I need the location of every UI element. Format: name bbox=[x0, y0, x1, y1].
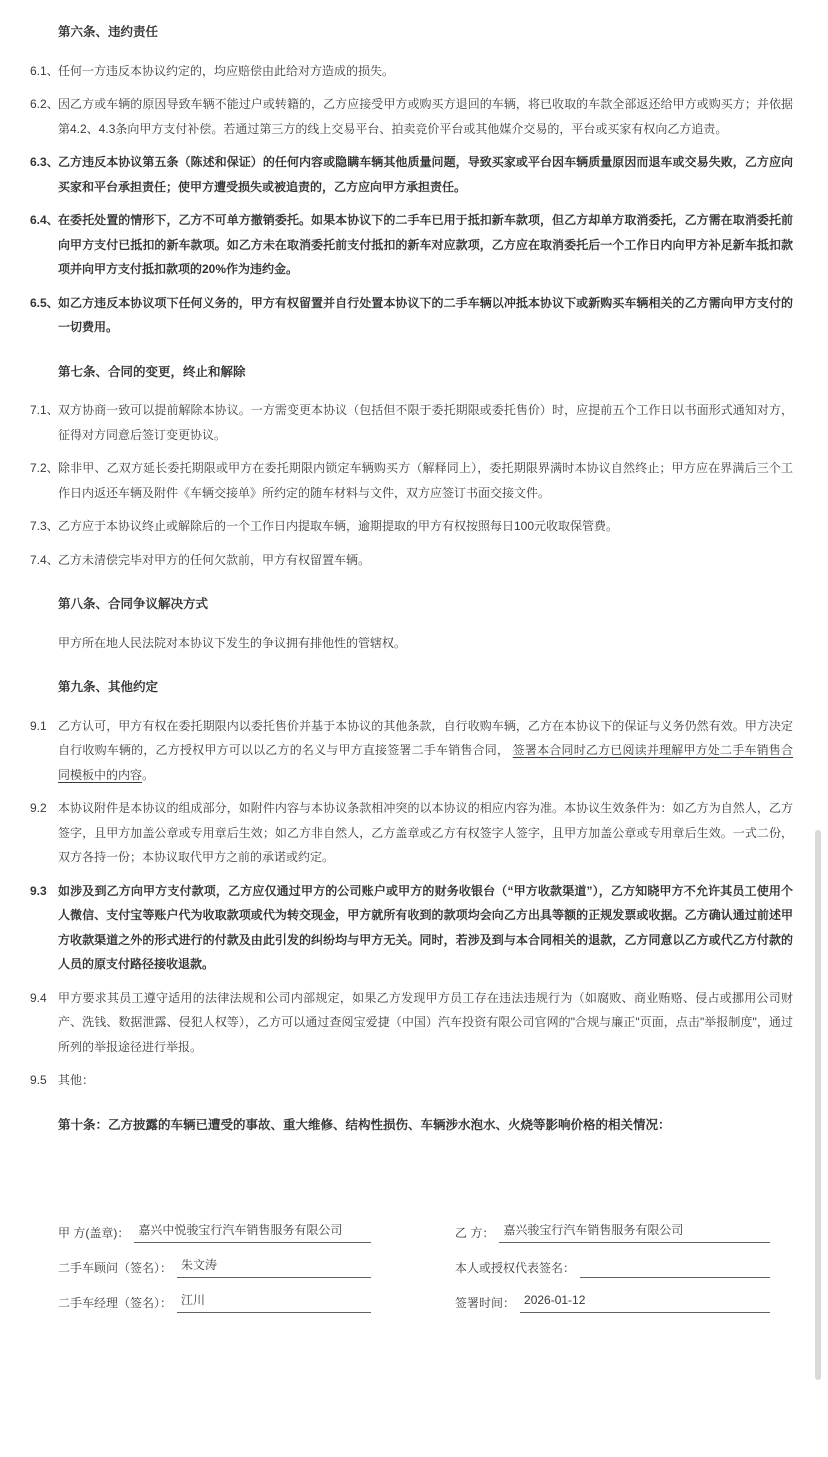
clause-9-4 bbox=[30, 986, 793, 1060]
clause-number: 9.2 bbox=[30, 801, 47, 815]
clause-9-3 bbox=[30, 879, 793, 977]
signature-section bbox=[58, 1223, 793, 1313]
clause-number: 6.4、 bbox=[30, 213, 59, 227]
party-b-label: 乙 方： bbox=[455, 1226, 495, 1240]
section-6-heading: 第六条、违约责任 bbox=[58, 25, 159, 39]
party-a-label: 甲 方(盖章)： bbox=[58, 1226, 130, 1240]
party-a-field bbox=[58, 1223, 371, 1243]
signature-row-1 bbox=[58, 1223, 793, 1243]
clause-6-2 bbox=[30, 92, 793, 141]
clause-text: 除非甲、乙双方延长委托期限或甲方在委托期限内锁定车辆购买方（解释同上），委托期限界满时本协议自然终止；甲方应在界满后三个工作日内返还车辆及附件《车辆交接单》所约定的随车材料与文件，双方应签订书面交接文件。 bbox=[58, 461, 793, 500]
scrollbar-thumb[interactable] bbox=[815, 830, 821, 1380]
party-b-signature-line: 嘉兴骏宝行汽车销售服务有限公司 bbox=[499, 1223, 770, 1243]
sign-date-field bbox=[455, 1293, 770, 1313]
representative-field bbox=[455, 1258, 770, 1278]
section-7-heading: 第七条、合同的变更，终止和解除 bbox=[58, 364, 246, 379]
clause-9-5 bbox=[30, 1068, 793, 1093]
clause-text: 乙方应于本协议终止或解除后的一个工作日内提取车辆，逾期提取的甲方有权按照每日100元收取保管费。 bbox=[58, 519, 619, 533]
clause-text: 双方协商一致可以提前解除本协议。一方需变更本协议（包括但不限于委托期限或委托售价）时，应提前五个工作日以书面形式通知对方，征得对方同意后签订变更协议。 bbox=[58, 403, 793, 442]
clause-7-4 bbox=[30, 548, 793, 573]
clause-text-underlined: 签署本合同时乙方已阅读并理解甲方处二手车销售合同模板中的内容 bbox=[58, 743, 793, 782]
clause-text: 如乙方违反本协议项下任何义务的，甲方有权留置并自行处置本协议下的二手车辆以冲抵本协议下或新购买车辆相关的乙方需向甲方支付的一切费用。 bbox=[58, 295, 793, 334]
clause-number: 6.3、 bbox=[30, 155, 59, 169]
clause-7-2 bbox=[30, 456, 793, 505]
manager-field bbox=[58, 1293, 371, 1313]
manager-signature-line: 江川 bbox=[177, 1293, 371, 1313]
clause-number: 7.3、 bbox=[30, 519, 59, 533]
clause-text: 甲方所在地人民法院对本协议下发生的争议拥有排他性的管辖权。 bbox=[58, 635, 407, 650]
clause-text: 在委托处置的情形下，乙方不可单方撤销委托。如果本协议下的二手车已用于抵扣新车款项，但乙方却单方取消委托，乙方需在取消委托前向甲方支付已抵扣的新车款项。如乙方未在取消委托前支付抵扣的新车对应款项，乙方应在取消委托后一个工作日内向甲方补足新车抵扣款项并向甲方支付抵扣款项的20%作为违约金。 bbox=[58, 213, 793, 276]
clause-9-1 bbox=[30, 714, 793, 788]
clause-number: 6.5、 bbox=[30, 295, 59, 310]
signature-row-2 bbox=[58, 1258, 793, 1278]
section-8-heading: 第八条、合同争议解决方式 bbox=[58, 597, 209, 611]
clause-text: 乙方违反本协议第五条（陈述和保证）的任何内容或隐瞒车辆其他质量问题，导致买家或平台因车辆质量原因而退车或交易失败，乙方应向买家和平台承担责任；使甲方遭受损失或被追责的，乙方应向甲方承担责任。 bbox=[58, 155, 793, 194]
section-8-body bbox=[58, 631, 793, 656]
clause-6-5 bbox=[30, 291, 793, 340]
clause-text bbox=[58, 714, 793, 788]
sign-date-label: 签署时间： bbox=[455, 1296, 516, 1310]
clause-number: 7.2、 bbox=[30, 461, 59, 475]
clause-text: 本协议附件是本协议的组成部分，如附件内容与本协议条款相冲突的以本协议的相应内容为准。本协议生效条件为：如乙方为自然人，乙方签字，且甲方加盖公章或专用章后生效；如乙方非自然人，乙方盖章或乙方有权签字人签字，且甲方加盖公章或专用章后生效。一式二份，双方各持一份；本协议取代甲方之前的承诺或约定。 bbox=[58, 801, 793, 864]
advisor-label: 二手车顾问（签名）： bbox=[58, 1261, 173, 1275]
clause-text: 任何一方违反本协议约定的，均应赔偿由此给对方造成的损失。 bbox=[58, 63, 395, 78]
clause-text: 如涉及到乙方向甲方支付款项，乙方应仅通过甲方的公司账户或甲方的财务收银台（“甲方收款渠道”），乙方知晓甲方不允许其员工使用个人微信、支付宝等账户代为收取款项或代为转交现金，甲方就所有收到的款项均会向乙方出具等额的正规发票或收据。乙方确认通过前述甲方收款渠道之外的形式进行的付款及由此引发的纠纷均与甲方无关。同时，若涉及到与本合同相关的退款，乙方同意以乙方或代乙方付款的人员的原支付路径接收退款。 bbox=[58, 883, 793, 971]
clause-text: 甲方要求其员工遵守适用的法律法规和公司内部规定，如果乙方发现甲方员工存在违法违规行为（如腐败、商业贿赂、侵占或挪用公司财产、洗钱、数据泄露、侵犯人权等），乙方可以通过查阅宝爱捷（中国）汽车投资有限公司官网的"合规与廉正"页面，点击"举报制度"，通过所列的举报途径进行举报。 bbox=[58, 990, 793, 1054]
clause-7-1 bbox=[30, 398, 793, 447]
clause-text: 其他： bbox=[58, 1073, 95, 1087]
clause-text: 因乙方或车辆的原因导致车辆不能过户或转籍的，乙方应接受甲方或购买方退回的车辆，将已收取的车款全部返还给甲方或购买方；并依据第4.2、4.3条向甲方支付补偿。若通过第三方的线上交易平台、拍卖竞价平台或其他媒介交易的，平台或买家有权向乙方追责。 bbox=[58, 97, 793, 136]
representative-label: 本人或授权代表签名： bbox=[455, 1261, 576, 1275]
clause-number: 6.1、 bbox=[30, 63, 59, 78]
clause-text-normal: 乙方认可，甲方有权在委托期限内以委托售价并基于本协议的其他条款，自行收购车辆，乙方在本协议下的保证与义务仍然有效。甲方决定自行收购车辆的，乙方授权甲方可以以乙方的名义与甲方直接签署二手车销售合同， bbox=[58, 718, 793, 757]
clause-6-3 bbox=[30, 150, 793, 199]
clause-6-1 bbox=[30, 59, 793, 84]
clause-text-suffix: 。 bbox=[142, 767, 155, 782]
representative-signature-line bbox=[580, 1258, 770, 1278]
clause-number: 9.3 bbox=[30, 883, 47, 898]
clause-text: 乙方未清偿完毕对甲方的任何欠款前，甲方有权留置车辆。 bbox=[58, 552, 371, 567]
clause-number: 6.2、 bbox=[30, 97, 59, 111]
clause-number: 7.1、 bbox=[30, 403, 59, 417]
advisor-signature-line: 朱文涛 bbox=[177, 1258, 371, 1278]
advisor-field bbox=[58, 1258, 371, 1278]
clause-number: 7.4、 bbox=[30, 552, 59, 567]
clause-number: 9.4 bbox=[30, 990, 47, 1005]
clause-6-4 bbox=[30, 208, 793, 282]
sign-date-line: 2026-01-12 bbox=[520, 1293, 770, 1313]
clause-number: 9.5 bbox=[30, 1073, 47, 1087]
manager-label: 二手车经理（签名）： bbox=[58, 1296, 173, 1310]
clause-7-3 bbox=[30, 514, 793, 539]
section-10-heading: 第十条：乙方披露的车辆已遭受的事故、重大维修、结构性损伤、车辆涉水泡水、火烧等影响价格的相关情况： bbox=[58, 1117, 671, 1132]
party-a-signature-line: 嘉兴中悦骏宝行汽车销售服务有限公司 bbox=[134, 1223, 371, 1243]
signature-row-3 bbox=[58, 1293, 793, 1313]
section-9-heading: 第九条、其他约定 bbox=[58, 680, 159, 694]
party-b-field bbox=[455, 1223, 770, 1243]
clause-9-2 bbox=[30, 796, 793, 870]
clause-number: 9.1 bbox=[30, 718, 47, 733]
